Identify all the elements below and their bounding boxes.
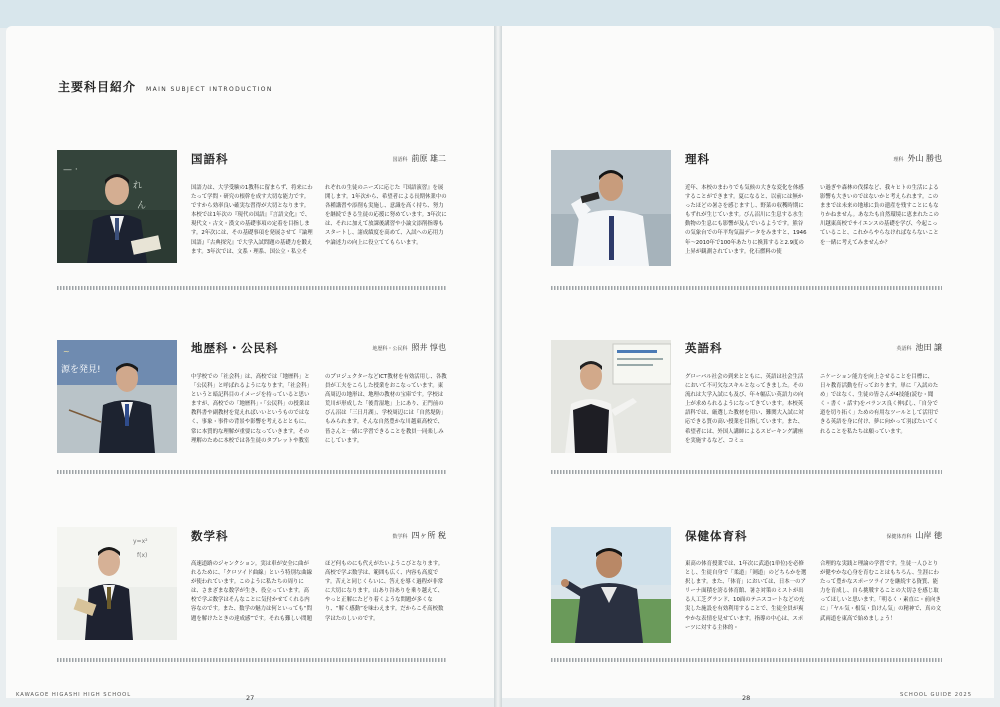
teacher-role: 国語科 bbox=[392, 157, 408, 163]
sugaku-teacher-photo bbox=[57, 527, 177, 640]
top-band bbox=[0, 0, 1000, 28]
page-number-left: 27 bbox=[246, 694, 255, 702]
section-subtitle: MAIN SUBJECT INTRODUCTION bbox=[146, 86, 273, 93]
teacher-role: 保健体育科 bbox=[886, 534, 912, 540]
teacher-rika bbox=[893, 153, 942, 164]
svg-text:f(x): f(x) bbox=[137, 552, 148, 559]
svg-text:源を発見!: 源を発見! bbox=[61, 365, 101, 375]
subject-title-sugaku: 数学科 bbox=[191, 529, 229, 543]
section-heading bbox=[58, 78, 273, 95]
teacher-kokugo bbox=[392, 153, 446, 164]
teacher-name: 前原 雄二 bbox=[411, 154, 446, 163]
svg-text:れ: れ bbox=[133, 181, 143, 191]
footer-guide-label: SCHOOL GUIDE 2025 bbox=[900, 692, 972, 698]
page-number-right: 28 bbox=[742, 694, 751, 702]
teacher-name: 照井 惇也 bbox=[411, 343, 446, 352]
teacher-sugaku bbox=[392, 530, 446, 541]
teacher-chireki bbox=[372, 342, 446, 353]
section-title: 主要科目紹介 bbox=[58, 80, 137, 94]
subject-title-hoken: 保健体育科 bbox=[685, 529, 748, 543]
svg-text:y=x²: y=x² bbox=[133, 538, 148, 545]
teacher-name: 四ヶ所 税 bbox=[411, 531, 446, 540]
subject-text-col2: 合理的な実践と理論の学習です。生徒一人ひとりが健やかな心身を育むことはもちろん、生涯にわたって豊かなスポーツライフを継続する資質、能力を育成し、自ら挑戦することの大切さを感じ取ってほしいと思います。「明るく・素直に・前向きに」「ヤル気・根気・負けん気」の精神で、真の文武両道を東高で始めましょう！ bbox=[820, 561, 942, 622]
section-divider bbox=[551, 286, 942, 290]
subject-text-col2: ほど何ものにも代えがたいようこびとなります。高校で学ぶ数学は、範囲も広く、内容も高度です。苦えと同じくらいに、答えを導く過程が非常に大切になります。山あり谷ありを乗り越えて、やっと正解にたどり着くような問題が多くなり、“解く感動”を味わえます。だからこそ高校数学はたのしいのです。 bbox=[325, 561, 444, 622]
subject-text-col1: 東高の体育授業では、1年次に武道(1単位)を必修とし、生徒自身で「柔道」「剣道」のどちらかを選択します。また、「体育」においては、日本一のアリーナ面積を誇る体育館、暑さ対策のミストが出る人工芝グランド、10面のテニスコートなどの充実した施設を有効利用することで、生徒全員が爽やかな表情を見せています。指導の中心は、スポーツに対する主体的・ bbox=[685, 561, 807, 631]
section-divider bbox=[57, 658, 447, 662]
eigo-teacher-photo bbox=[551, 340, 671, 453]
subject-text-col1: 国語力は、大学受験の1教科に留まらず、将来にわたって学問・研究の根幹を成す大切な能力です。ですから効率良い確実な習得が大切となります。本校では1年次の『現代の国語』『言語文化』で、現代文・古文・漢文の基礎事項の定着を目指します。2年次には、その基礎事項を発展させて『論理国語』『古典探究』で大学入試問題の基礎力を鍛えます。3年次では、文系・理系、国公立・私立そ bbox=[191, 185, 313, 255]
svg-text:— ·: — · bbox=[63, 165, 78, 175]
subject-text-col2: れぞれの生徒のニーズに応じた『国語演習』を展開します。1年次から、希望者による長期休業中の各種講習や添削も実施し、意識を高く持ち、努力を継続できる生徒の応援に努めています。3年次には、それに加えて放課後講習や小論文添削指導もスタートし、諸成績度を高めて、入試への応用力や論述力の向上に役立ててもらいます。 bbox=[325, 185, 447, 246]
teacher-role: 英語科 bbox=[896, 346, 912, 352]
teacher-role: 数学科 bbox=[392, 534, 408, 540]
page-gutter bbox=[494, 26, 502, 707]
subject-text-col1: 近年、本校のまわりでも気候の大きな変化を体感することができます。夏になると、以前には無かったほどの暑さを感じますし、野菜の収穫時期にもずれが生じています。びん沼川に生息する水生動物の生息にも影響が及んでいるようです。熊谷の気象台での年平均気温データをみますと、1946年～2010年で100年あたりに換算すると2.9度の上昇が観測されています。化石燃料の使 bbox=[685, 185, 807, 255]
subject-title-kokugo: 国語科 bbox=[191, 152, 229, 166]
section-divider bbox=[57, 470, 447, 474]
section-divider bbox=[57, 286, 447, 290]
teacher-role: 理科 bbox=[893, 157, 904, 163]
subject-text-col1: 高速道路のジャンクション。実は車が安全に曲がれるために、「クロソイド曲線」という特別な曲線が使われています。このように私たちの周りには、さまざまな数学が生き、役立っています。高校で学ぶ数学はそんなことに気付かせてくれる内容なのです。また、数学の魅力は何といっても“問題を解けたときの達成感”です。それも難しい問題 bbox=[191, 561, 313, 622]
hoken-teacher-photo bbox=[551, 527, 671, 643]
section-divider bbox=[551, 658, 942, 662]
teacher-role: 地歴科・公民科 bbox=[372, 346, 408, 352]
subject-text-col1: グローバル社会の到来とともに、英語は社会生活において不可欠なスキルとなってきました。その流れは大学入試にも及び、年々幅広い英語力の向上が求められるようになってきています。本校英語科では、厳選した教材を用い、難関大入試に対応できる質の高い授業を目指しています。また、希望者には、外国人講師によるスピーキング講座を実施するなど、コミュ bbox=[685, 374, 804, 444]
teacher-name: 池田 譲 bbox=[915, 343, 942, 352]
svg-text:ん: ん bbox=[137, 201, 147, 211]
subject-text-col1: 中学校での「社会科」は、高校では「地歴科」と「公民科」と呼ばれるようになります。「社会科」というと暗記科目のイメージを持っていると思いますが、高校での「地歴科」・「公民科」の授業は教科書や副教材を覚えればいいというものではなく、事象・事件の背景や影響を考えるとともに、常に本質的な理解が重要になっていきます。その理解のために本校では各生徒のタブレットや教室 bbox=[191, 374, 312, 444]
footer-school-name: KAWAGOE HIGASHI HIGH SCHOOL bbox=[16, 692, 132, 698]
rika-teacher-photo bbox=[551, 150, 671, 266]
teacher-name: 山岸 徳 bbox=[915, 531, 942, 540]
subject-text-col2: ニケーション能力を向上させることを目標に、日々教育活動を行っております。単に「入試のため」ではなく、生徒の皆さんが4技能(読む・聞く・書く・話す)をバランス良く伸ばし、「自分で道を切り拓く」ための有用なツールとして活用できる英語を身に付け、夢に向かって羽ばたいてくれることを私たちは願っています。 bbox=[820, 374, 939, 435]
subject-text-col2: い過ぎや森林の伐採など、我々ヒトの生活による影響も大きいのではないかと考えられます。このままでは未来の地球に負の遺産を残すことにもなりかねません。あなたも自然環境に恵まれたこの川越東高校でサイエンスの基礎を学び、今起こっていること、これからやらなければならないことを一緒に考えてみませんか？ bbox=[820, 185, 939, 246]
teacher-eigo bbox=[896, 342, 942, 353]
svg-text:~: ~ bbox=[63, 347, 70, 356]
subject-text-col2: のプロジェクターなどICT教材を有効活用し、各教員が工夫をこらした授業をおこなっています。東高周辺の地形は、地理の教材の宝庫です。学校は荒川が形成した「後背湿地」上にあり、正門前のびん沼は「三日月湖」、学校周辺には「自然堤防」もみられます。そんな自然豊かな川越東高校で、皆さんと一緒に学習できることを教員一同楽しみにしています。 bbox=[325, 374, 447, 444]
chireki-teacher-photo bbox=[57, 340, 177, 453]
subject-title-rika: 理科 bbox=[685, 152, 710, 166]
subject-title-chireki: 地歴科・公民科 bbox=[191, 341, 279, 355]
subject-title-eigo: 英語科 bbox=[685, 341, 723, 355]
teacher-name: 外山 勝也 bbox=[907, 154, 942, 163]
teacher-hoken bbox=[886, 530, 942, 541]
section-divider bbox=[551, 470, 942, 474]
kokugo-teacher-photo bbox=[57, 150, 177, 263]
